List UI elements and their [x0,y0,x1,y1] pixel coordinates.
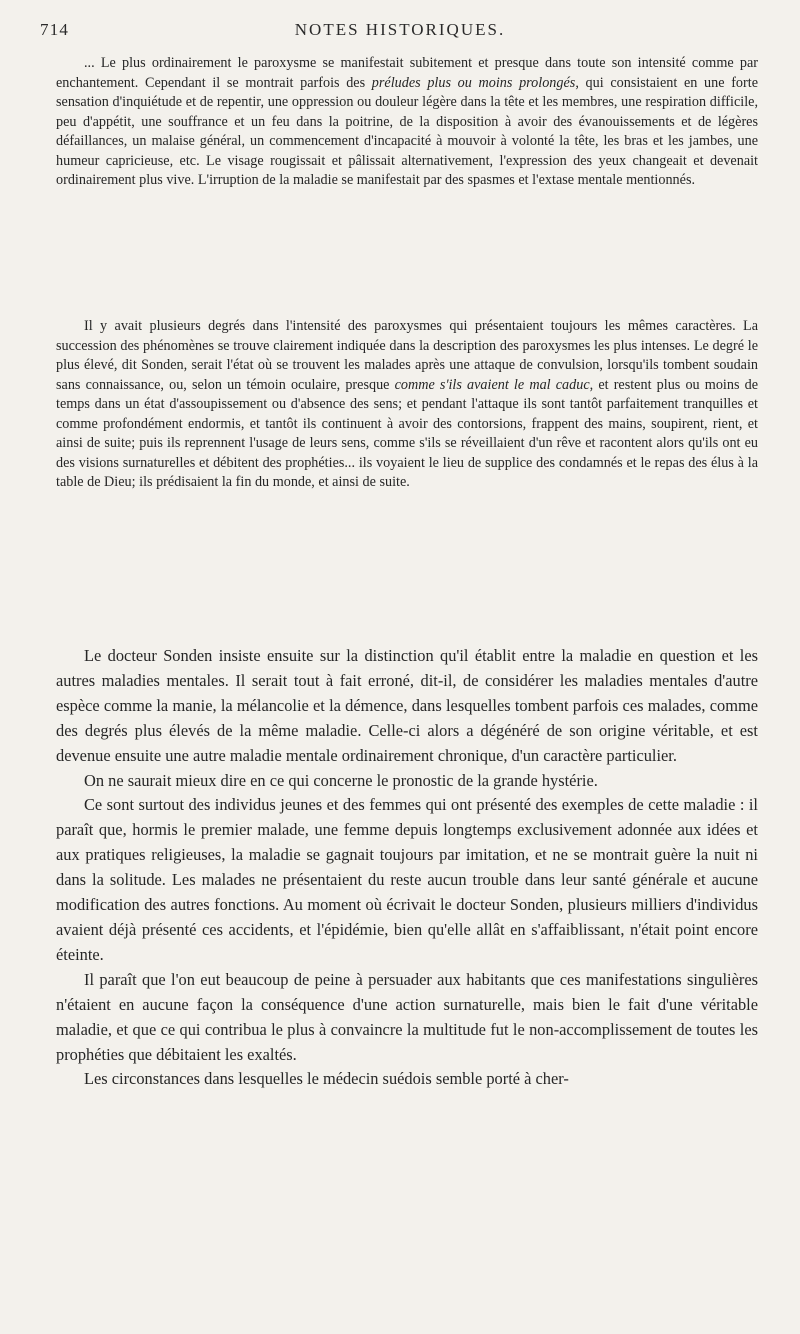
body-paragraph: Il paraît que l'on eut beaucoup de peine à persuader aux habitants que ces manifestations singulières n'étaient en aucune façon la conséquence d'une action surnaturelle, mais bien le fait d'une véritable maladie, et que ce qui contribua le plus à convaincre la multitude fut le non-accomplissement de toutes les prophéties que débitaient les exaltés. [56,969,758,1064]
page-number: 714 [40,20,70,39]
page-header [0,20,800,46]
body-paragraph: Les circonstances dans lesquelles le médecin suédois semble porté à cher- [84,1069,569,1089]
body-paragraph: Ce sont surtout des individus jeunes et des femmes qui ont présenté des exemples de cette maladie : il paraît que, hormis le premier malade, une femme depuis longtemps exclusivement adonnée aux idées et aux pratiques religieuses, la maladie se gagnait toujours par imitation, et ne se montrait guère la nuit ni dans la solitude. Les malades ne présentaient du reste aucun trouble dans leur santé générale et aucune modification des autres fonctions. Au moment où écrivait le docteur Sonden, plusieurs milliers d'individus avaient déjà présenté ces accidents, et l'épidémie, bien qu'elle allât en s'affaiblissant, n'était point encore éteinte. [56,795,758,964]
italic-phrase: comme s'ils avaient le mal caduc [394,376,590,393]
running-title: NOTES HISTORIQUES. [294,20,506,39]
quoted-paragraph-1 [56,54,758,191]
italic-phrase: préludes plus ou moins prolongés [371,74,576,91]
body-paragraph: On ne saurait mieux dire en ce qui concerne le pronostic de la grande hystérie. [84,770,598,790]
body-text [56,644,758,1092]
text-segment: ... Le plus ordinairement le paroxysme se manifestait subitement et presque dans toute son intensité comme par enchantement. Cependant il se montrait parfois des [56,55,758,91]
quoted-paragraph-2 [56,317,758,493]
body-paragraph: Le docteur Sonden insiste ensuite sur la distinction qu'il établit entre la maladie en question et les autres maladies mentales. Il serait tout à fait erroné, dit-il, de considérer les maladies mentales d'autre espèce comme la manie, la mélancolie et la démence, dans lesquelles tombent parfois ces malades, comme des degrés plus élevés de la même maladie. Celle-ci alors a dégénéré de son origine véritable, et est devenue ensuite une autre maladie mentale ordinairement chronique, d'un caractère particulier. [56,646,758,765]
text-segment: , et restent plus ou moins de temps dans un état d'assoupissement ou d'absence des sens; et pendant l'attaque ils sont tantôt parfaitement tranquilles et comme profondément endormis, et tantôt ils continuent à avoir des contorsions, frappent des mains, soupirent, rient, et ainsi de suite; puis ils reprennent l'usage de leurs sens, comme s'ils se réveillaient d'un rêve et racontent alors qu'ils ont eu des visions surnaturelles et débitent des prophéties... ils voyaient le lieu de supplice des condamnés et le repas des élus à la table de Dieu; ils prédisaient la fin du monde, et ainsi de suite. [56,376,759,491]
text-segment: Il y avait plusieurs degrés dans l'intensité des paroxysmes qui présentaient toujours les mêmes caractères. La succession des phénomènes se trouve clairement indiquée dans la description des paroxysmes les plus intenses. Le degré le plus élevé, dit Sonden, serait l'état où se trouvent les malades après une attaque de convulsion, lorsqu'ils tombent soudain sans connaissance, ou, selon un témoin oculaire, presque [56,318,758,393]
text-segment: , qui consistaient en une forte sensation d'inquiétude et de repentir, une oppression ou douleur légère dans la tête et les membres, une respiration difficile, peu d'appétit, une souffrance et un feu dans la poitrine, de la disposition à avoir des évanouissements et de légères défaillances, un malaise général, un commencement d'incapacité à mouvoir à volonté la tête, les bras et les jambes, une humeur capricieuse, etc. Le visage rougissait et pâlissait alternativement, l'expression des yeux changeait et devenait ordinairement plus vive. L'irruption de la maladie se manifestait par des spasmes et l'extase mentale mentionnés. [56,74,758,189]
